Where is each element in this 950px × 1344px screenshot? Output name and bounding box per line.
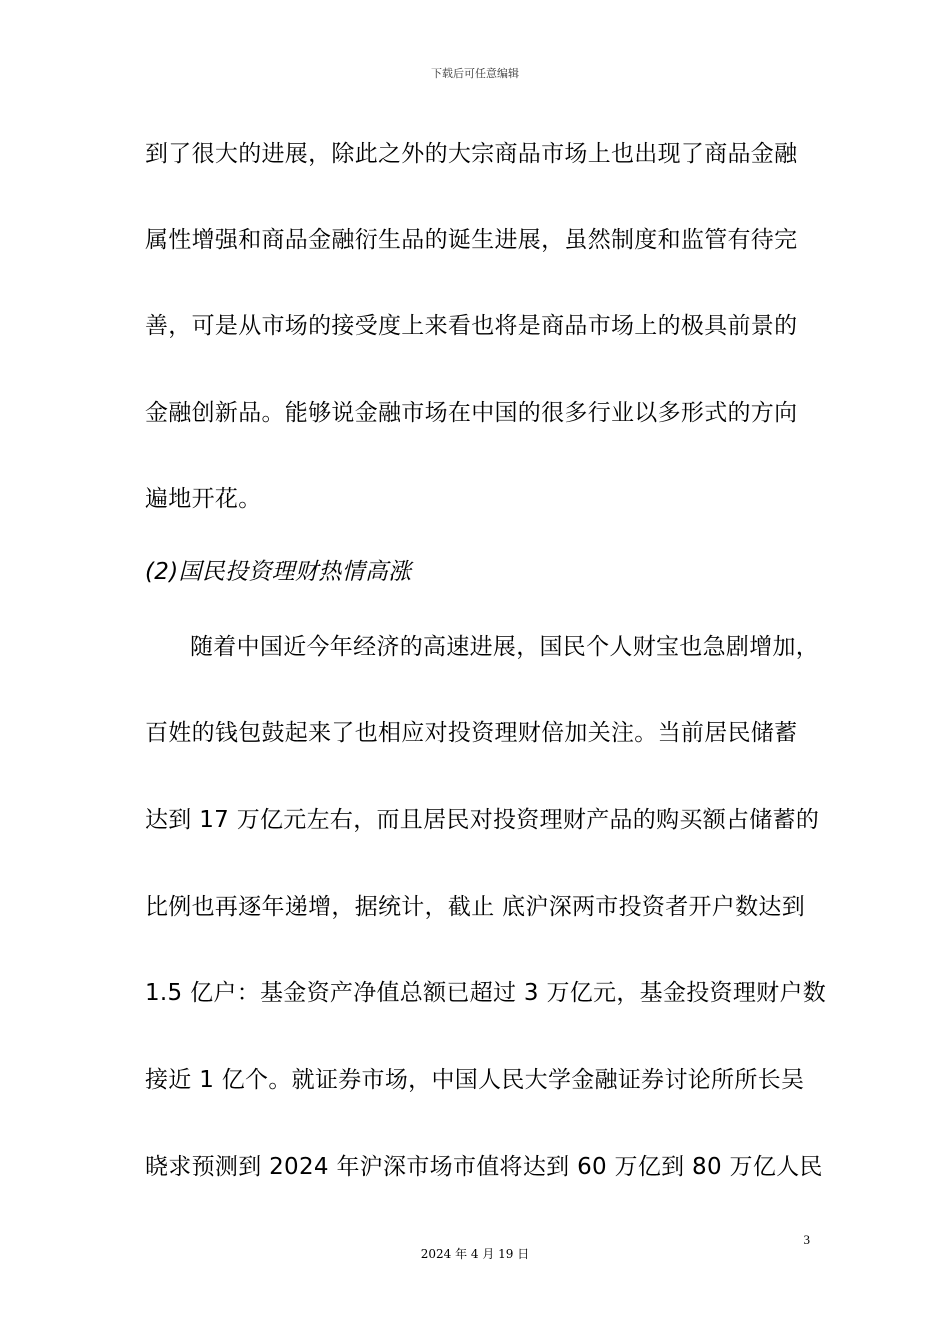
paragraph-line: 接近 1 亿个。就证券市场，中国人民大学金融证券讨论所所长吴 <box>145 1067 805 1093</box>
paragraph-line: 百姓的钱包鼓起来了也相应对投资理财倍加关注。当前居民储蓄 <box>145 720 798 746</box>
paragraph-line: 到了很大的进展，除此之外的大宗商品市场上也出现了商品金融 <box>145 141 798 167</box>
footer-date: 2024 年 4 月 19 日 <box>420 1247 530 1261</box>
paragraph-line: 达到 17 万亿元左右，而且居民对投资理财产品的购买额占储蓄的 <box>145 807 820 833</box>
paragraph-line: 善，可是从市场的接受度上来看也将是商品市场上的极具前景的 <box>145 313 798 339</box>
paragraph-line: 晓求预测到 2024 年沪深市场市值将达到 60 万亿到 80 万亿人民 <box>145 1154 823 1180</box>
paragraph-line: 金融创新品。能够说金融市场在中国的很多行业以多形式的方向 <box>145 400 798 426</box>
page-number: 3 <box>803 1232 810 1247</box>
paragraph-line: 随着中国近今年经济的高速进展，国民个人财宝也急剧增加， <box>190 634 820 660</box>
paragraph-line: 遍地开花。 <box>145 486 262 512</box>
page-header: 下载后可任意编辑 <box>431 67 519 80</box>
paragraph-line: 1.5 亿户：基金资产净值总额已超过 3 万亿元，基金投资理财户数 <box>145 980 827 1006</box>
section-heading: (2)国民投资理财热情高涨 <box>145 559 412 585</box>
paragraph-line: 比例也再逐年递增，据统计，截止 底沪深两市投资者开户数达到 <box>145 894 806 920</box>
paragraph-line: 属性增强和商品金融衍生品的诞生进展，虽然制度和监管有待完 <box>145 227 798 253</box>
